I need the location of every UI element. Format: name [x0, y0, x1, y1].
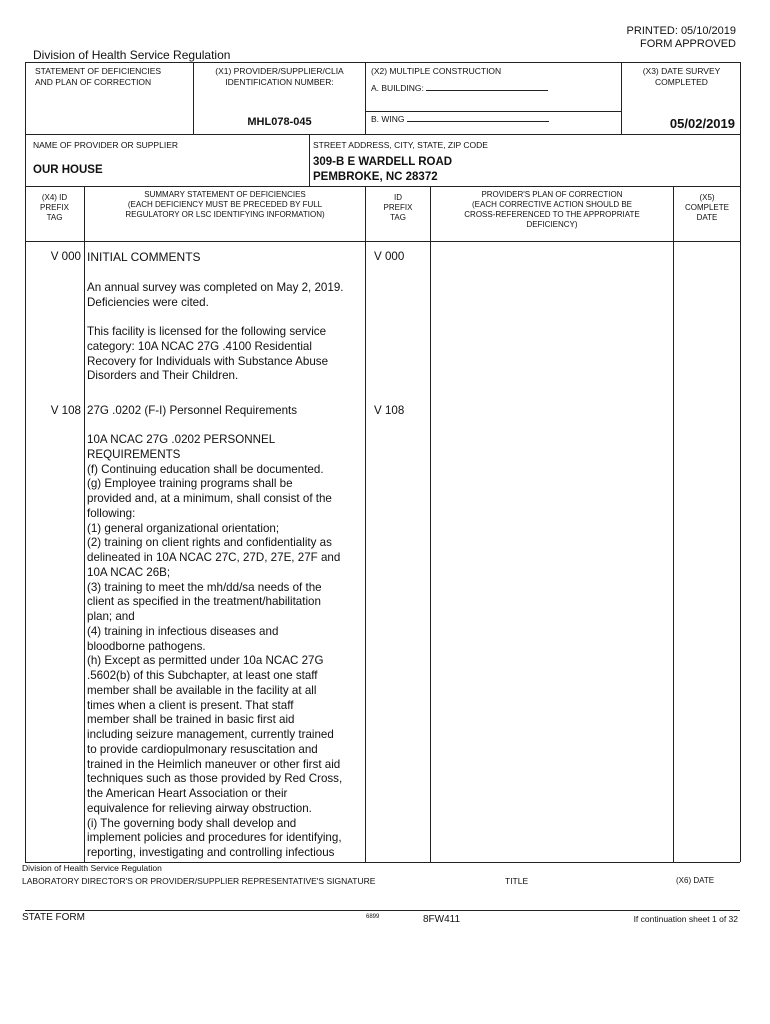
entry-heading: 27G .0202 (F-I) Personnel Requirements	[87, 404, 298, 417]
col-plan-header: PROVIDER'S PLAN OF CORRECTION (EACH CORRECTIVE ACTION SHOULD BE CROSS-REFERENCED TO THE APPROPRIATE DEFICIENCY)	[464, 190, 640, 229]
provider-name: OUR HOUSE	[33, 164, 103, 176]
statement-label: STATEMENT OF DEFICIENCIES AND PLAN OF CORRECTION	[35, 66, 162, 87]
entry-prefix-tag: V 108	[50, 404, 81, 417]
title-label: TITLE	[505, 876, 529, 886]
address-line-2: PEMBROKE, NC 28372	[313, 171, 438, 183]
address-line-1: 309-B E WARDELL ROAD	[313, 156, 453, 168]
col-id-header: ID PREFIX TAG	[383, 193, 413, 222]
entry-paragraph: This facility is licensed for the following service category: 10A NCAC 27G .4100 Residential Recovery for Individuals with Substance Abuse Disorders and Their Children.	[87, 325, 329, 383]
x3-label: (X3) DATE SURVEY COMPLETED	[642, 66, 721, 87]
form-code: 6899	[366, 914, 380, 920]
printed-date: PRINTED: 05/10/2019	[626, 25, 736, 37]
entry-heading: INITIAL COMMENTS	[87, 250, 201, 264]
entry-paragraph: 10A NCAC 27G .0202 PERSONNEL REQUIREMENTS (f) Continuing education shall be documented. (g) Employee training programs shall be provided and, at a minimum, shall consist of the following: (1) general organizational orientation; (2) training on client rights and confidentiality as delineated in 10A NCAC 27C, 27D, 27E, 27F and 10A NCAC 26B; (3) training to meet the mh/dd/sa needs of the client as specified in the treatment/habilitation plan; and (4) training in infectious diseases and bloodborne pathogens. (h) Except as permitted under 10a NCAC 27G .5602(b) of this Subchapter, at least one staff member shall be available in the facility at all times when a client is present. That staff member shall be trained in basic first aid including seizure management, currently trained to provide cardiopulmonary resuscitation and trained in the Heimlich maneuver or other first aid techniques such as those provided by Red Cross, the American Heart Association or their equivalence for relieving airway obstruction. (i) The governing body shall develop and implement policies and procedures for identifying, reporting, investigating and controlling infectious	[87, 433, 343, 859]
wing-field: B. WING	[371, 114, 549, 125]
footer-divider	[25, 910, 740, 911]
survey-completed-date: 05/02/2019	[669, 116, 735, 131]
x2-label: (X2) MULTIPLE CONSTRUCTION	[371, 66, 502, 76]
col-x4-header: (X4) ID PREFIX TAG	[40, 193, 69, 222]
col-x5-header: (X5) COMPLETE DATE	[684, 193, 729, 222]
state-form-label: STATE FORM	[22, 912, 85, 923]
footer-agency: Division of Health Service Regulation	[22, 863, 162, 873]
entry-id-prefix-tag: V 000	[374, 250, 405, 263]
provider-name-label: NAME OF PROVIDER OR SUPPLIER	[33, 140, 178, 150]
continuation-sheet: If continuation sheet 1 of 32	[633, 914, 738, 924]
form-approved: FORM APPROVED	[640, 38, 736, 50]
event-id: 8FW411	[423, 914, 461, 925]
x6-date-label: (X6) DATE	[676, 876, 715, 885]
col-summary-header: SUMMARY STATEMENT OF DEFICIENCIES (EACH DEFICIENCY MUST BE PRECEDED BY FULL REGULATORY OR LSC IDENTIFYING INFORMATION)	[125, 190, 325, 219]
building-field: A. BUILDING:	[371, 83, 548, 94]
entry-prefix-tag: V 000	[50, 250, 81, 263]
entry-paragraph: An annual survey was completed on May 2, 2019. Deficiencies were cited.	[87, 281, 344, 309]
signature-label: LABORATORY DIRECTOR'S OR PROVIDER/SUPPLIER REPRESENTATIVE'S SIGNATURE	[22, 876, 376, 886]
entry-id-prefix-tag: V 108	[374, 404, 405, 417]
provider-id-number: MHL078-045	[247, 116, 312, 128]
address-label: STREET ADDRESS, CITY, STATE, ZIP CODE	[313, 140, 488, 150]
x1-label: (X1) PROVIDER/SUPPLIER/CLIA IDENTIFICATION NUMBER:	[215, 66, 344, 87]
agency-name: Division of Health Service Regulation	[33, 48, 231, 62]
